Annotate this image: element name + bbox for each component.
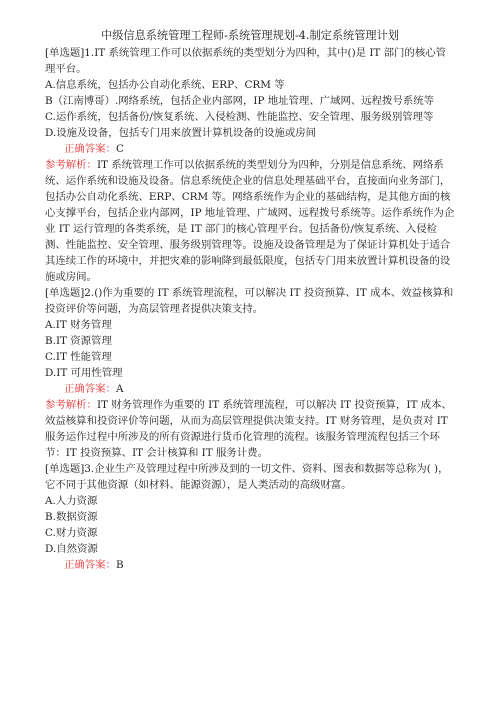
- option-d: D.自然资源: [45, 543, 98, 555]
- option-c: C.运作系统，包括备份/恢复系统、入侵检测、性能监控、安全管理、服务级别管理等: [45, 111, 434, 123]
- explanation-text: IT 系统管理工作可以依据系统的类型划分为四种，分别是信息系统、网络系统、运作系统和设施及设备。信息系统使企业的信息处理基础平台，直接面向业务部门，包括办公自动化系统、ERP、CRM 等。网络系统作为企业的基础结构，是其他方面的核心支撑平台，包括企业内部网，IP 地址管理、广域网、远程拨号系统等。运作系统作为企业 IT 运行管理的各类系统，是 IT 部门的核心管理平台。包括备份/恢复系统、入侵检测、性能监控、安全管理、服务级别管理等。设施及设备管理是为了保证计算机处于适合其连续工作的环境中，并把灾难的影响降到最低限度，包括专门用来放置计算机设备的设施或房间。: [45, 159, 455, 283]
- question-stem: [单选题]1.IT 系统管理工作可以依据系统的类型划分为四种，其中()是 IT 部门的核心管理平台。: [45, 47, 446, 75]
- correct-answer: [45, 381, 455, 397]
- explanation-label: 参考解析：: [45, 399, 97, 411]
- question-stem: [单选题]3.企业生产及管理过程中所涉及到的一切文件、资料、图表和数据等总称为( )，它不同于其他资源（如材料、能源资源），是人类活动的高级财富。: [45, 463, 449, 491]
- answer-value: B: [115, 559, 124, 571]
- option-b: B（江南博哥）.网络系统，包括企业内部网，IP 地址管理、广域网、远程拨号系统等: [45, 95, 435, 107]
- option-c: C.财力资源: [45, 527, 98, 539]
- answer-label: 正确答案：: [64, 143, 116, 155]
- answer-value: A: [115, 383, 124, 395]
- explanation: [45, 157, 455, 285]
- document-page: [45, 27, 455, 573]
- option-c: C.IT 性能管理: [45, 351, 112, 363]
- question-3: [45, 461, 455, 573]
- answer-label: 正确答案：: [64, 383, 116, 395]
- correct-answer: [45, 141, 455, 157]
- question-2: [45, 285, 455, 461]
- option-a: A.IT 财务管理: [45, 319, 112, 331]
- option-b: B.IT 资源管理: [45, 335, 112, 347]
- option-a: A.信息系统，包括办公自动化系统、ERP、CRM 等: [45, 79, 285, 91]
- option-b: B.数据资源: [45, 511, 98, 523]
- explanation-text: IT 财务管理作为重要的 IT 系统管理流程，可以解决 IT 投资预算，IT 成本、效益核算和投资评价等问题，从而为高层管理提供决策支持。IT 财务管理，是负责对 IT 服务运作过程中所涉及的所有资源进行货币化管理的流程。该服务管理流程包括三个环节：IT 投资预算、IT 会计核算和 IT 服务计费。: [45, 399, 452, 459]
- answer-value: C: [115, 143, 124, 155]
- option-d: D.设施及设备，包括专门用来放置计算机设备的设施或房间: [45, 127, 317, 139]
- answer-label: 正确答案：: [64, 559, 116, 571]
- question-stem: [单选题]2.()作为重要的 IT 系统管理流程，可以解决 IT 投资预算、IT 成本、效益核算和投资评价等问题，为高层管理者提供决策支持。: [45, 287, 454, 315]
- explanation: [45, 397, 455, 461]
- option-d: D.IT 可用性管理: [45, 367, 123, 379]
- document-title: 中级信息系统管理工程师-系统管理规划-4.制定系统管理计划: [101, 29, 399, 42]
- explanation-label: 参考解析：: [45, 159, 97, 171]
- correct-answer: [45, 557, 455, 573]
- question-1: [45, 45, 455, 285]
- option-a: A.人力资源: [45, 495, 98, 507]
